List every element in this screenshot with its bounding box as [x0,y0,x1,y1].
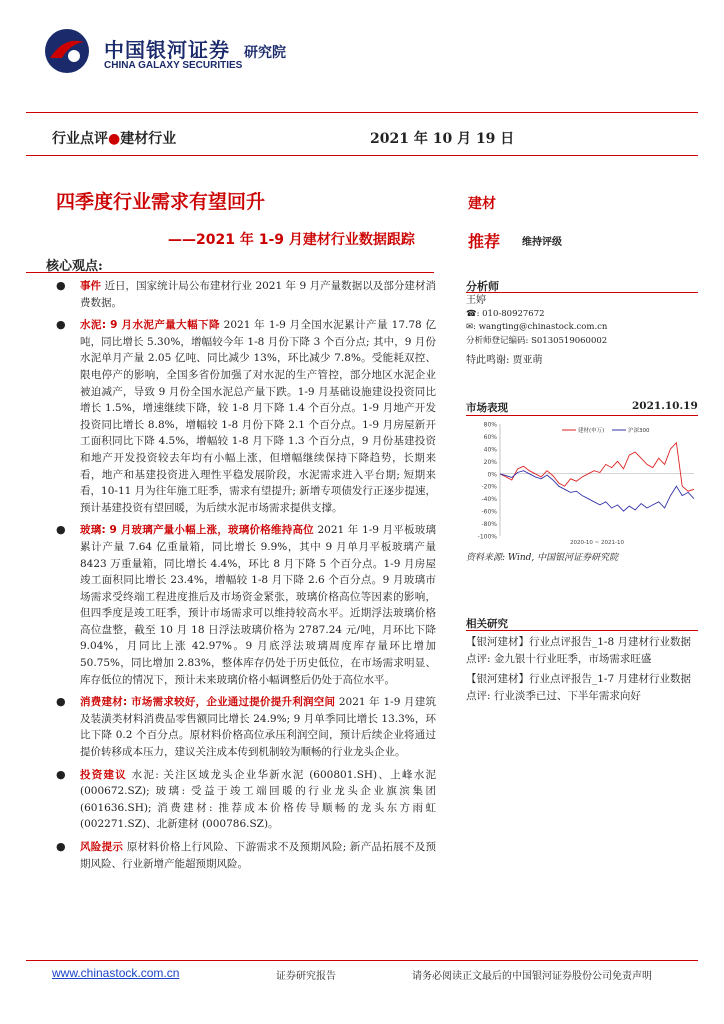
list-item [56,278,436,311]
galaxy-logo-icon [44,28,90,74]
bullet-text: 水泥: 关注区域龙头企业华新水泥 (600801.SH)、上峰水泥 (000672.SZ); 玻璃: 受益于竣工端回暖的行业龙头企业旗滨集团 (601636.SH); 消费建材: 推荐成本价格传导顺畅的龙头东方雨虹 (002271.SZ)、北新建材 (000786.SZ)。 [80,768,437,831]
y-tick-label: 60% [483,433,497,441]
bullet-icon: ● [56,318,66,332]
market-date: 2021.10.19 [632,400,698,412]
page-subtitle: ——2021 年 1-9 月建材行业数据跟踪 [168,232,415,248]
rating-label: 推荐 [468,232,501,251]
divider [26,272,434,273]
divider [466,292,698,293]
report-date: 2021 年 10 月 19 日 [370,131,515,147]
analyst-name: 王婷 [466,295,486,306]
market-chart [466,418,698,546]
footer-label: 证券研究报告 [276,971,336,982]
bullet-keyword: 水泥: 9 月水泥产量大幅下降 [80,319,220,332]
divider [466,630,698,631]
list-item [56,522,436,688]
chart-source: 资料来源: Wind, 中国银河证券研究院 [466,553,619,563]
y-tick-label: -40% [481,496,497,504]
related-list [466,634,696,708]
y-tick-label: 80% [483,421,497,429]
bullet-keyword: 事件 [80,280,102,292]
divider [26,960,698,961]
divider [26,112,698,113]
bullet-keyword: 风险提示 [80,841,124,853]
y-tick-label: -20% [481,483,497,491]
y-tick-label: -80% [481,521,497,529]
y-tick-label: 20% [483,458,497,466]
bullet-icon: ● [56,840,66,853]
legend-label: 沪深300 [628,428,650,434]
institute-label: 研究院 [244,45,286,61]
y-tick-label: 0% [487,471,497,479]
core-bullets [56,278,436,878]
analyst-heading: 分析师 [466,280,499,293]
report-type [52,128,176,148]
x-axis-label: 2020-10 ~ 2021-10 [569,540,625,546]
page-title: 四季度行业需求有望回升 [56,191,266,213]
related-heading: 相关研究 [466,618,508,630]
bullet-keyword: 消费建材: 市场需求较好，企业通过提价提升利润空间 [80,696,336,709]
bullet-text: 原材料价格上行风险、下游需求不及预期风险; 新产品拓展不及预期风险、行业新增产能超预期风险。 [80,841,436,870]
rating-note: 维持评级 [522,237,562,248]
sector-tag: 建材行业 [120,131,177,147]
bullet-keyword: 投资建议 [80,768,128,781]
brand-name-cn: 中国银河证券 [104,38,230,62]
analyst-email[interactable]: ✉: wangting@chinastock.com.cn [466,322,608,332]
bullet-text: 近日，国家统计局公布建材行业 2021 年 9 月产量数据以及部分建材消费数据。 [80,280,437,309]
bullet-icon: ● [56,695,66,709]
divider [26,155,698,156]
y-tick-label: -100% [477,533,497,541]
core-heading: 核心观点: [46,259,103,274]
analyst-cert: 分析师登记编码: S0130519060002 [466,335,608,346]
bullet-text: 2021 年 1-9 月全国水泥累计产量 17.78 亿吨，同比增长 5.30%，增幅较今年 1-8 月份下降 3 个百分点; 其中，9 月份水泥单月产量 2.05 亿吨、同比减少 13%，环比减少 7.8%。受能耗双控、限电停产的影响，全国多省份加强了对水泥的生产管控，部分地区水泥企业被迫减产，导致 9 月份全国水泥总产量下跌。1-9 月基础设施建设投资同比增长 1.5%，增速继续下降，较 1-8 月下降 1.4 个百分点。1-9 月地产开发投资同比增长 8.8%，增幅较 1-8 月份下降 2.1 个百分点。1-9 月房屋新开工面积同比下降 4.5%，增幅较 1-8 月下降 1.3 个百分点，9 月份基建投资和地产开发投资较去年均有小幅上涨，但增幅继续保持下降趋势，长期来看，地产和基建投资进入理性平稳发展阶段，水泥需求进入平台期; 短期来看，10-11 月为往年施工旺季，需求有望提升; 新增专项债发行正逐步提速，预计基建投资有望回暖，为后续水泥市场需求提供支撑。 [80,319,436,514]
list-item [56,767,436,833]
list-item [56,694,436,760]
y-tick-label: -60% [481,508,497,516]
sector-name: 建材 [468,196,496,212]
list-item [56,839,436,872]
y-tick-label: 40% [483,446,497,454]
list-item [56,317,436,516]
analyst-block [466,294,607,368]
related-item[interactable]: 【银河建材】行业点评报告_1-7 月建材行业数据点评: 行业淡季已过、下半年需求向好 [466,673,691,702]
footer-disclaimer: 请务必阅读正文最后的中国银河证券股份公司免责声明 [412,971,652,982]
report-type-label: 行业点评 [52,131,108,147]
bullet-dot-icon: ● [108,131,121,147]
brand-name-en: CHINA GALAXY SECURITIES [104,60,243,71]
bullet-icon: ● [56,767,66,781]
analyst-phone[interactable]: ☎: 010-80927672 [466,308,545,319]
legend-label: 建材(申万) [578,428,605,434]
footer-url-link[interactable]: www.chinastock.com.cn [52,966,180,980]
divider [466,415,698,416]
series-line-0 [500,443,694,492]
bullet-text: 2021 年 1-9 月平板玻璃累计产量 7.64 亿重量箱，同比增长 9.9%，其中 9 月单月平板玻璃产量 8423 万重量箱，同比增长 4.4%，环比 8 月下降 5 个百分点。1-9 月房屋竣工面积同比增长 23.4%，增幅较 1-8 月下降 2.6 个百分点。9 月玻璃市场需求受终端工程进度推后及市场资金紧张，玻璃价格高位等因素的影响，但四季度是竣工旺季，预计市场需求可以维持较高水平。近期浮法玻璃价格高位盘整，截至 10 月 18 日浮法玻璃价格为 2787.24 元/吨，月环比下降 9.04%，月同比上涨 42.97%。9 月底浮法玻璃周度库存量环比增加 50.75%，同比增加 2.83%，整体库存仍处于历史低位，在市场需求明显、库存低位的情况下，预计未来玻璃价格小幅调整后仍处于高位水平。 [80,524,436,686]
bullet-text: 2021 年 1-9 月建筑及装潢类材料消费品零售额同比增长 24.9%; 9 月单季同比增长 13.3%，环比下降 0.2 个百分点。原材料价格高位承压利润空间，预计后续企业将通过提价转移成本压力，建议关注成本传到机制较为顺畅的行业龙头企业。 [80,696,436,759]
market-heading: 市场表现 [466,402,508,414]
bullet-keyword: 玻璃: 9 月玻璃产量小幅上涨，玻璃价格维持高位 [80,524,314,537]
thanks-line: 特此鸣谢: 贾亚萌 [466,355,543,366]
bullet-icon: ● [56,523,66,537]
related-item[interactable]: 【银河建材】行业点评报告_1-8 月建材行业数据点评: 金九银十行业旺季，市场需求旺盛 [466,636,691,665]
bullet-icon: ● [56,279,66,292]
series-line-1 [500,471,694,511]
